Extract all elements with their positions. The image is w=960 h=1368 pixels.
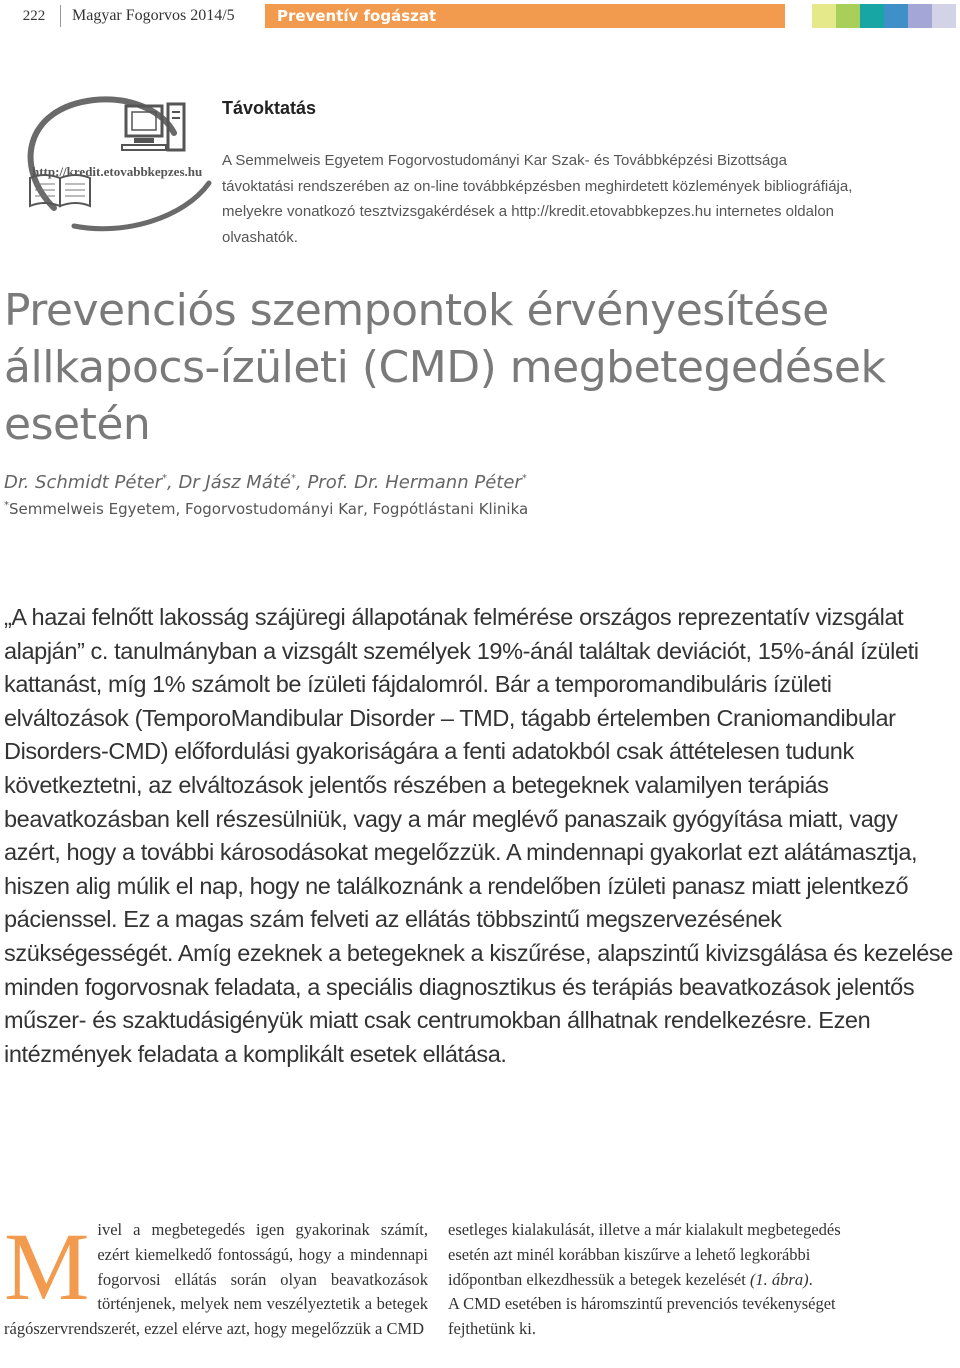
- distance-learning-body: A Semmelweis Egyetem Fogorvostudományi Kar Szak- és Továbbképzési Bizottsága távoktatási rendszerében az on-line továbbképzésben meghirdetett közlemények bibliográfiája, melyekre vonatkozó tesztvizsgakérdések a http://kredit.etovabbkepzes.hu internetes oldalon olvashatók.: [222, 152, 853, 246]
- logo-swoosh: [31, 99, 174, 208]
- logo-swoosh-bottom: [74, 183, 209, 229]
- affiliation-text: Semmelweis Egyetem, Fogorvostudományi Kar, Fogpótlástani Klinika: [9, 500, 529, 518]
- color-swatch: [836, 4, 860, 28]
- body-text-left: ivel a megbetegedés igen gyakorinak számít, ezért kiemelkedő fontosságú, hogy a mindennapi fogorvosi ellátás során olyan beavatkozások történjenek, melyek nem veszélyeztetik a betegek rágószervrendszerét, ezzel elérve azt, hogy megelőzzük a CMD: [4, 1220, 428, 1339]
- color-swatch: [860, 4, 884, 28]
- body-paragraph: A CMD esetében is háromszintű prevenciós tevékenységet fejthetünk ki.: [448, 1294, 836, 1339]
- affiliation-mark: *: [161, 473, 167, 484]
- affiliation-mark: *: [291, 473, 296, 484]
- affiliation-mark: *: [521, 473, 527, 484]
- body-column-left: [4, 1213, 428, 1342]
- color-swatch: [932, 4, 956, 28]
- affiliation-line: [4, 500, 528, 518]
- author-name: Prof. Dr. Hermann Péter: [307, 472, 522, 493]
- journal-title: Magyar Fogorvos 2014/5: [72, 7, 235, 24]
- author-name: Dr Jász Máté: [178, 472, 291, 493]
- affiliation-mark: *: [4, 500, 9, 511]
- page-number: 222: [8, 5, 61, 27]
- author-list: Dr. Schmidt Péter*, Dr Jász Máté*, Prof. Dr. Hermann Péter*: [4, 472, 527, 493]
- figure-reference[interactable]: (1. ábra): [749, 1269, 809, 1289]
- section-title: Preventív fogászat: [277, 7, 437, 25]
- distance-learning-logo: [14, 78, 219, 238]
- book-icon: [30, 175, 90, 206]
- drop-cap: M: [4, 1213, 90, 1320]
- logo-url-text: http://kredit.etovabbkepzes.hu: [32, 164, 203, 179]
- author-name: Dr. Schmidt Péter: [4, 472, 162, 493]
- article-abstract: „A hazai felnőtt lakosság szájüregi állapotának felmérése országos reprezentatív vizsgálat alapján” c. tanulmányban a vizsgált személyek 19%-ánál találtak deviációt, 15%-ánál ízületi kattanást, míg 1% számolt be ízületi fájdalomról. Bár a temporomandibuláris ízületi elváltozások (TemporoMandibular Disorder – TMD, tágabb értelemben Craniomandibular Disorders-CMD) előfordulási gyakoriságára a fenti adatokból csak áttételesen tudunk következtetni, az elváltozások jelentős részében a betegeknek valamilyen terápiás beavatkozásban kell részesülniük, vagy a már meglévő panaszaik gyógyítása miatt, vagy azért, hogy a további károsodásokat megelőzzük. A mindennapi gyakorlat ezt alátámasztja, hiszen alig múlik el nap, hogy ne találkoznánk a rendelőben ízületi panasz miatt jelentkező pácienssel. Ez a magas szám felveti az ellátás többszintű megszervezésének szükségességét. Amíg ezeknek a betegeknek a kiszűrése, alapszintű kivizsgálása és kezelése minden fogorvosnak feladata, a speciális diagnosztikus és terápiás beavatkozások jelentős műszer- és szaktudásigényük miatt csak centrumokban állhatnak rendelkezésre. Ezen intézmények feladata a komplikált esetek ellátása.: [4, 604, 953, 1067]
- color-swatch: [884, 4, 908, 28]
- body-paragraph: esetleges kialakulását, illetve a már kialakult megbetegedés esetén azt minél korábban kiszűrve a lehető legkorábbi időpontban elkezdhessük a betegek kezelését (1. ábra).: [448, 1220, 841, 1289]
- color-swatch: [908, 4, 932, 28]
- body-column-right: [448, 1218, 874, 1342]
- distance-learning-title: Távoktatás: [222, 98, 317, 118]
- color-swatch: [812, 4, 836, 28]
- page-header: [0, 0, 960, 30]
- section-bar: [265, 4, 785, 28]
- article-title: Prevenciós szempontok érvényesítése állkapocs-ízületi (CMD) megbetegedések esetén: [4, 285, 886, 450]
- body-text: esetleges kialakulását, illetve a már kialakult megbetegedés esetén azt minél korábban kiszűrve a lehető legkorábbi időpontban elkezdhessük a betegek kezelését: [448, 1220, 841, 1289]
